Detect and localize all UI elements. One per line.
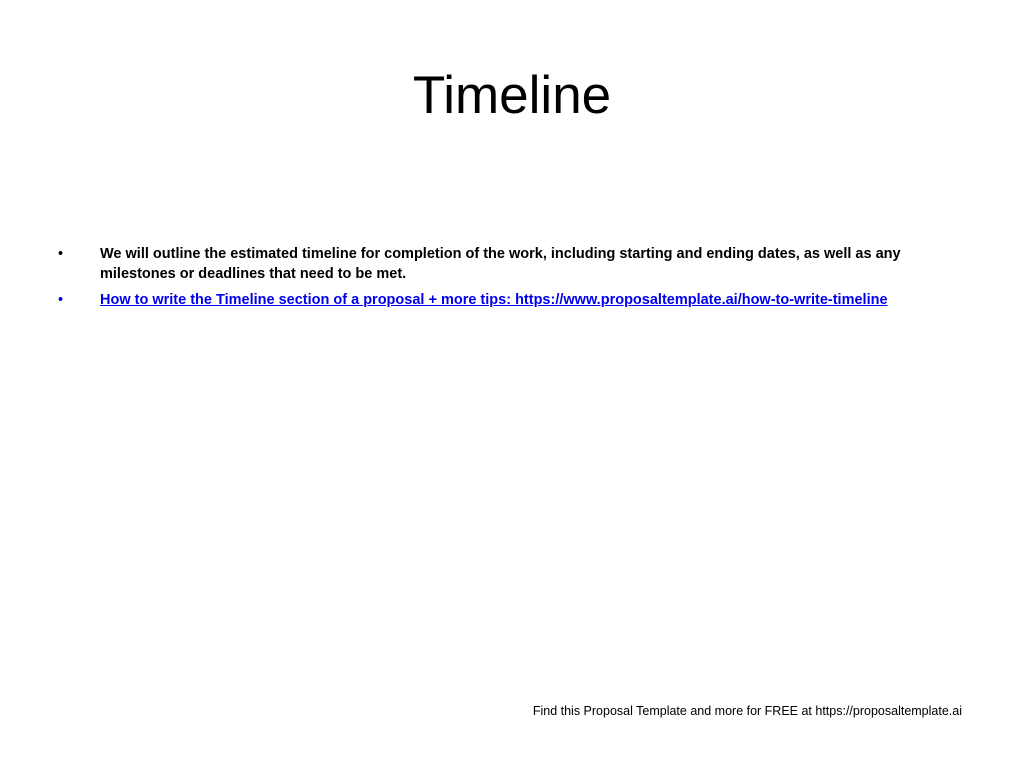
bullet-marker: • [58, 292, 64, 308]
timeline-tips-link[interactable]: How to write the Timeline section of a proposal + more tips: https://www.proposaltemplate.ai/how-to-write-timeline [100, 292, 888, 308]
bullet-item-link [58, 290, 958, 310]
bullet-marker: • [58, 246, 64, 262]
bullet-list [58, 244, 958, 316]
bullet-item-description [58, 244, 958, 284]
bullet-text-description: We will outline the estimated timeline for completion of the work, including starting and ending dates, as well as any milestones or deadlines that need to be met. [100, 246, 901, 282]
slide-title: Timeline [412, 66, 612, 125]
footer-text: Find this Proposal Template and more for FREE at https://proposaltemplate.ai [532, 704, 962, 718]
